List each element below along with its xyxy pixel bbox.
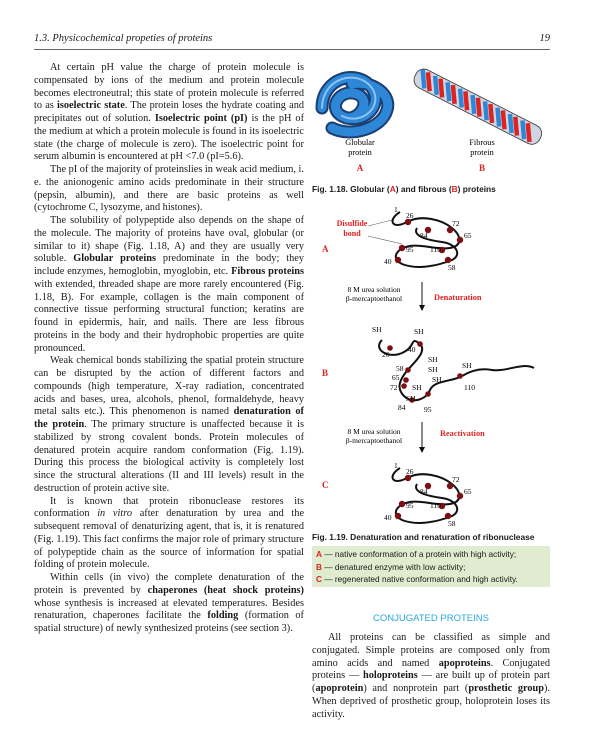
svg-text:SH: SH: [372, 325, 382, 334]
svg-text:58: 58: [448, 263, 456, 272]
svg-text:SH: SH: [428, 365, 438, 374]
svg-text:SH: SH: [432, 375, 442, 384]
reactivation-label: Reactivation: [440, 429, 485, 438]
globular-protein-label-line2: protein: [348, 148, 372, 157]
mark-a: A: [356, 163, 364, 173]
paragraph: The solubility of polypeptide also depends on the shape of the molecule. The majority of proteins have oval, globular (or similar to it) shape (Fig. 1.18, A) and they are usually very soluble. Globular proteins predominate in the body; they include enzymes, hemoglobin, myoglobin, etc. Fibrous proteins with extended, threaded shape are more rarely encountered (Fig. 1.18, B). For example, collagen is the main component of connective tissue performing structural function; keratins are found in epidermis, hair, and nails. There are less fibrous proteins in the body and their hydrophobic properties are quite pronounced.: [34, 215, 304, 354]
svg-text:40: 40: [384, 513, 392, 522]
svg-text:26: 26: [406, 467, 414, 476]
fibrous-protein-label: Fibrous: [469, 138, 495, 147]
svg-text:65: 65: [464, 231, 472, 240]
svg-text:72: 72: [390, 383, 398, 392]
disulfide-bond-label: Disulfide: [336, 219, 368, 228]
svg-text:65: 65: [392, 373, 400, 382]
svg-text:95: 95: [424, 405, 432, 414]
svg-text:72: 72: [452, 219, 460, 228]
svg-text:72: 72: [452, 475, 460, 484]
svg-text:110: 110: [430, 501, 441, 510]
paragraph: Within cells (in vivo) the complete denaturation of the protein is prevented by chaperones (heat shock proteins) whose synthesis is increased at elevated temperatures. Besides renaturation, chaperones facilitate the folding (formation of spatial structure) of newly synthesized proteins (see section 3).: [34, 572, 304, 634]
reagent-label-line2: β-mercaptoethanol: [345, 436, 403, 445]
fibrous-protein-illustration: [411, 66, 545, 147]
paragraph: The pI of the majority of proteinslies in weak acid medium, i. e. the anionogenic amino acids predominate in their structure (pepsin, albumin), and there are basic proteins as well (cytochrome C, lysozyme, and histones).: [34, 164, 304, 214]
svg-text:SH: SH: [414, 327, 424, 336]
svg-text:40: 40: [384, 257, 392, 266]
paragraph: Weak chemical bonds stabilizing the spatial protein structure can be disrupted by the action of different factors and compounds (high temperature, X-ray radiation, concentrated acids and bases, urea, alcohols, phenol, formaldehyde, heavy metal salts etc.). This phenomenon is named denaturation of the protein. The primary structure is unaffected because it is stabilized by strong covalent bonds. Protein molecules of denatured protein acquire random conformation (Fig. 1.19). During this process the biological activity is completely lost since the structural alterations (II and III levels) result in the destruction of protein active site.: [34, 355, 304, 494]
svg-text:40: 40: [408, 345, 416, 354]
legend-row-a: A — native conformation of a protein with high activity;: [316, 549, 517, 559]
globular-protein-illustration: [322, 78, 388, 132]
figure-1-18: [312, 58, 552, 198]
mark-b: B: [478, 163, 486, 173]
paragraph: At certain pH value the charge of protein molecule is compensated by ions of the medium and protein molecule becomes electroneutral; this state of protein molecule is referred to as isoelectric state. The protein loses the hydrate coating and precipitates out of solution. Isoelectric point (pI) is the pH of the medium at which a protein molecule is found in its isoelectric state (the charge of molecule is zero). The isoelectric point for serum albumin is encountered at pH <7.0 (pI=5.6).: [34, 62, 305, 163]
svg-text:SH: SH: [406, 394, 416, 403]
figure-1-19-caption: Fig. 1.19. Denaturation and renaturation of ribonuclease: [312, 532, 535, 542]
legend-row-b: B — denatured enzyme with low activity;: [316, 561, 466, 572]
disulfide-bond-label-line2: bond: [343, 229, 361, 238]
fibrous-protein-label-line2: protein: [470, 148, 494, 157]
svg-text:SH: SH: [462, 361, 472, 370]
figure-1-19: [312, 200, 552, 530]
svg-text:1: 1: [394, 461, 398, 470]
svg-text:95: 95: [406, 501, 414, 510]
section-title: 1.3. Physicochemical propeties of proteins: [34, 33, 213, 44]
section-heading: CONJUGATED PROTEINS: [373, 613, 489, 624]
svg-text:84: 84: [420, 487, 428, 496]
reagent-label-line2: β-mercaptoethanol: [345, 294, 403, 303]
page-number: 19: [539, 33, 550, 44]
figure-legend: [312, 546, 550, 587]
mark-b: B: [322, 368, 329, 378]
denaturation-label: Denaturation: [434, 293, 482, 302]
svg-text:1: 1: [394, 205, 398, 214]
cysteine-40: [395, 257, 401, 263]
right-column: [312, 632, 550, 721]
svg-text:84: 84: [398, 403, 406, 412]
cysteine-95: [399, 245, 405, 251]
figure-1-18-caption: Fig. 1.18. Globular (A) and fibrous (B) proteins: [312, 184, 496, 194]
sulfhydryl-labels: [372, 325, 472, 403]
paragraph: It is known that protein ribonuclease restores its conformation in vitro after denaturation by urea and the subsequent removal of denaturizing agent, that is, it is renatured (Fig. 1.19). This fact confirms the major role of primary structure of polypeptide chain as the source of information for spatial folding of protein molecule.: [34, 495, 305, 571]
legend-row-c: C — regenerated native conformation and high activity.: [316, 574, 518, 585]
left-column: [34, 62, 304, 636]
svg-text:65: 65: [464, 487, 472, 496]
svg-text:95: 95: [406, 245, 414, 254]
svg-text:84: 84: [420, 231, 428, 240]
cysteine-65: [457, 237, 463, 243]
reagent-label: 8 M urea solution: [347, 285, 401, 294]
svg-text:26: 26: [406, 211, 414, 220]
mark-c: C: [322, 480, 329, 490]
mark-a: A: [322, 244, 329, 254]
running-header: [34, 33, 550, 50]
paragraph: All proteins can be classified as simple and conjugated. Simple proteins are composed only from amino acids and named apoproteins. Conjugated proteins — holoproteins — are built up of protein part (apoprotein) and nonprotein part (prosthetic group). When deprived of prosthetic group, holoprotein loses its activity.: [312, 632, 550, 720]
svg-text:110: 110: [464, 383, 475, 392]
svg-text:58: 58: [448, 519, 456, 528]
svg-text:26: 26: [382, 350, 390, 359]
svg-text:SH: SH: [428, 355, 438, 364]
svg-text:58: 58: [396, 364, 404, 373]
reagent-label: 8 M urea solution: [347, 427, 401, 436]
globular-protein-label: Globular: [345, 138, 375, 147]
svg-text:110: 110: [430, 245, 441, 254]
svg-text:SH: SH: [412, 383, 422, 392]
